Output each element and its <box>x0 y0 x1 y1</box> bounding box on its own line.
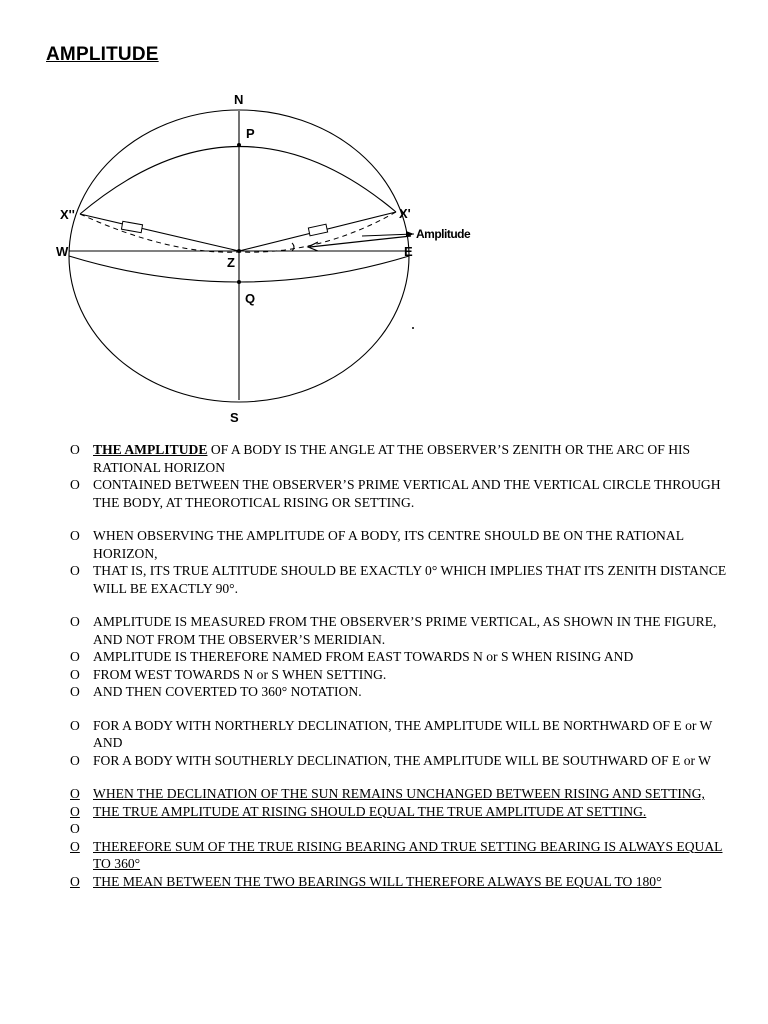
label-x2: X'' <box>60 207 75 222</box>
list-item <box>70 873 730 891</box>
list-item-text: CONTAINED BETWEEN THE OBSERVER’S PRIME VERTICAL AND THE VERTICAL CIRCLE THROUGH THE BODY, AT THEOROTICAL RISING OR SETTING. <box>93 477 721 510</box>
bullet-marker: O <box>70 752 80 768</box>
amplitude-angle-arc <box>292 243 294 251</box>
list-item-text: FOR A BODY WITH NORTHERLY DECLINATION, THE AMPLITUDE WILL BE NORTHWARD OF E or W AND <box>93 717 713 750</box>
list-item <box>70 803 730 821</box>
label-amplitude: Amplitude <box>416 227 471 241</box>
bullet-marker: O <box>70 528 80 543</box>
bullet-marker: O <box>70 666 80 682</box>
upper-arc <box>80 146 396 214</box>
bullet-marker: O <box>70 477 80 492</box>
label-s: S <box>230 410 239 425</box>
list-item-text: THE TRUE AMPLITUDE AT RISING SHOULD EQUAL THE TRUE AMPLITUDE AT SETTING. <box>93 803 647 819</box>
list-item-text: AND THEN COVERTED TO 360° NOTATION. <box>93 684 362 699</box>
list-item <box>70 441 730 476</box>
list-item-text: THEREFORE SUM OF THE TRUE RISING BEARING AND TRUE SETTING BEARING IS ALWAYS EQUAL TO 360° <box>93 838 723 871</box>
list-item-text: OF A BODY IS THE ANGLE AT THE OBSERVER’S ZENITH OR THE ARC OF HIS RATIONAL HORIZON <box>93 442 691 475</box>
list-item <box>70 752 730 770</box>
list-item <box>70 476 730 511</box>
label-n: N <box>234 92 244 107</box>
label-e: E <box>404 244 413 259</box>
label-z: Z <box>227 255 235 270</box>
point-z <box>237 249 241 253</box>
list-item-text: FROM WEST TOWARDS N or S WHEN SETTING. <box>93 666 387 682</box>
point-q <box>237 280 241 284</box>
list-item <box>70 683 730 701</box>
list-item-text: THE MEAN BETWEEN THE TWO BEARINGS WILL THEREFORE ALWAYS BE EQUAL TO 180° <box>93 873 662 889</box>
amplitude-diagram <box>0 0 768 440</box>
list-item-text <box>93 821 96 836</box>
label-w: W <box>56 244 69 259</box>
list-item <box>70 820 730 838</box>
body-marker-right <box>308 224 327 236</box>
bullet-marker: O <box>70 563 80 578</box>
list-item-text: AMPLITUDE IS THEREFORE NAMED FROM EAST TOWARDS N or S WHEN RISING AND <box>93 649 634 664</box>
list-item <box>70 666 730 684</box>
bullet-marker: O <box>70 803 80 819</box>
list-item-text: WHEN OBSERVING THE AMPLITUDE OF A BODY, ITS CENTRE SHOULD BE ON THE RATIONAL HORIZON, <box>93 528 684 561</box>
bullet-marker: O <box>70 821 80 836</box>
list-item-text: WHEN THE DECLINATION OF THE SUN REMAINS UNCHANGED BETWEEN RISING AND SETTING, <box>93 786 705 801</box>
list-item <box>70 717 730 752</box>
bullet-marker: O <box>70 649 80 664</box>
list-item-text: THAT IS, ITS TRUE ALTITUDE SHOULD BE EXACTLY 0° WHICH IMPLIES THAT ITS ZENITH DISTANCE WILL BE EXACTLY 90°. <box>93 563 727 596</box>
list-item <box>70 838 730 873</box>
list-item <box>70 785 730 803</box>
bullet-marker: O <box>70 684 80 699</box>
label-q: Q <box>245 291 256 306</box>
bullet-marker: O <box>70 442 80 457</box>
list-item <box>70 527 730 562</box>
list-item <box>70 648 730 666</box>
bullet-list <box>70 441 730 890</box>
label-p: P <box>246 126 255 141</box>
bullet-marker: O <box>70 873 80 889</box>
page-title: AMPLITUDE <box>46 44 159 65</box>
body-marker-left <box>121 221 142 232</box>
list-item <box>70 562 730 597</box>
bullet-marker: O <box>70 717 80 733</box>
amplitude-definition-term: THE AMPLITUDE <box>93 442 208 457</box>
bullet-marker: O <box>70 838 80 854</box>
list-item <box>70 613 730 648</box>
bullet-marker: O <box>70 786 80 801</box>
label-x1: X' <box>399 206 411 221</box>
bullet-marker: O <box>70 614 80 629</box>
point-p <box>237 143 241 147</box>
list-item-text: FOR A BODY WITH SOUTHERLY DECLINATION, THE AMPLITUDE WILL BE SOUTHWARD OF E or W <box>93 752 712 768</box>
list-item-text: AMPLITUDE IS MEASURED FROM THE OBSERVER’S PRIME VERTICAL, AS SHOWN IN THE FIGURE, AND NOT FROM THE OBSERVER’S MERIDIAN. <box>93 614 717 647</box>
stray-dot <box>412 327 414 329</box>
line-x2-z <box>80 214 239 251</box>
